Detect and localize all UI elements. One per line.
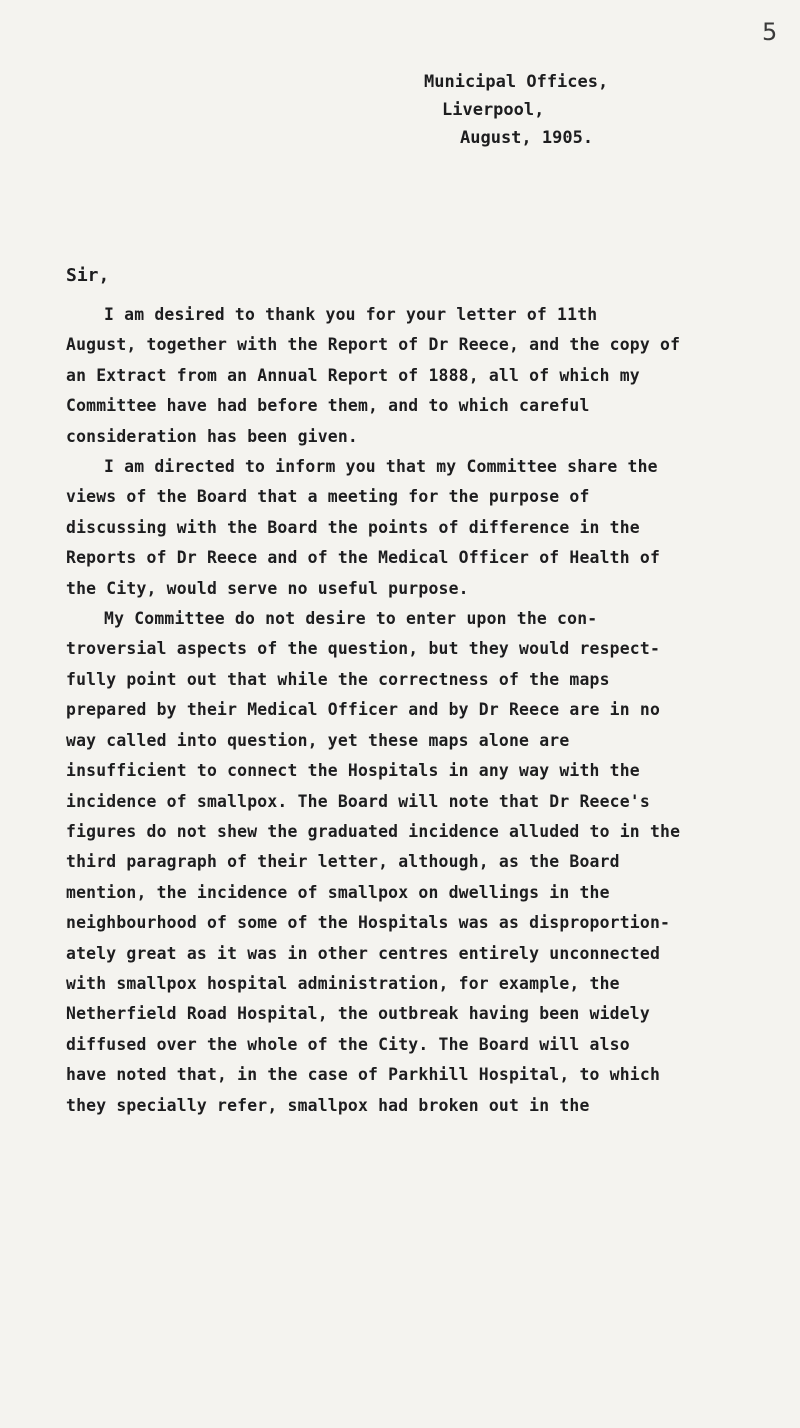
text-line: discussing with the Board the points of difference in the — [66, 517, 640, 537]
text-line: I am directed to inform you that my Committee share the — [104, 457, 658, 477]
address-line: Municipal Offices, — [424, 72, 609, 92]
sender-address — [424, 68, 608, 152]
text-line: mention, the incidence of smallpox on dwellings in the — [66, 882, 610, 902]
text-line: third paragraph of their letter, although, as the Board — [66, 852, 620, 872]
text-line: August, together with the Report of Dr Reece, and the copy of — [66, 335, 681, 355]
text-line: incidence of smallpox. The Board will note that Dr Reece's — [66, 791, 650, 811]
text-line: with smallpox hospital administration, for example, the — [66, 973, 620, 993]
text-line: I am desired to thank you for your letter of 11th — [104, 305, 598, 324]
text-line: diffused over the whole of the City. The Board will also — [66, 1034, 630, 1054]
text-line: troversial aspects of the question, but they would respect- — [66, 639, 661, 659]
text-line: insufficient to connect the Hospitals in any way with the — [66, 761, 640, 781]
text-line: Reports of Dr Reece and of the Medical Officer of Health of — [66, 548, 661, 568]
text-line: have noted that, in the case of Parkhill Hospital, to which — [66, 1065, 661, 1085]
text-line: views of the Board that a meeting for the purpose of — [66, 487, 590, 507]
text-line: Netherfield Road Hospital, the outbreak having been widely — [66, 1004, 650, 1024]
text-line: Committee have had before them, and to which careful — [66, 396, 590, 416]
letter-body — [66, 300, 756, 1121]
text-line: prepared by their Medical Officer and by Dr Reece are in no — [66, 700, 661, 720]
text-line: the City, would serve no useful purpose. — [66, 578, 469, 598]
text-line: an Extract from an Annual Report of 1888, all of which my — [66, 365, 640, 385]
address-line: Liverpool, — [442, 100, 545, 120]
page-number: 5 — [762, 18, 778, 46]
salutation: Sir, — [66, 265, 110, 286]
text-line: fully point out that while the correctness of the maps — [66, 669, 610, 689]
text-line: My Committee do not desire to enter upon the con- — [104, 609, 598, 629]
text-line: way called into question, yet these maps alone are — [66, 730, 570, 750]
text-line: consideration has been given. — [66, 426, 358, 446]
text-line: ately great as it was in other centres entirely unconnected — [66, 943, 661, 963]
paragraph-1 — [66, 300, 756, 452]
letter-date: August, 1905. — [460, 128, 594, 148]
text-line: neighbourhood of some of the Hospitals was as disproportion- — [66, 913, 671, 933]
paragraph-3 — [66, 604, 756, 1121]
text-line: they specially refer, smallpox had broken out in the — [66, 1095, 590, 1115]
text-line: figures do not shew the graduated incidence alluded to in the — [66, 821, 681, 841]
paragraph-2 — [66, 452, 756, 604]
